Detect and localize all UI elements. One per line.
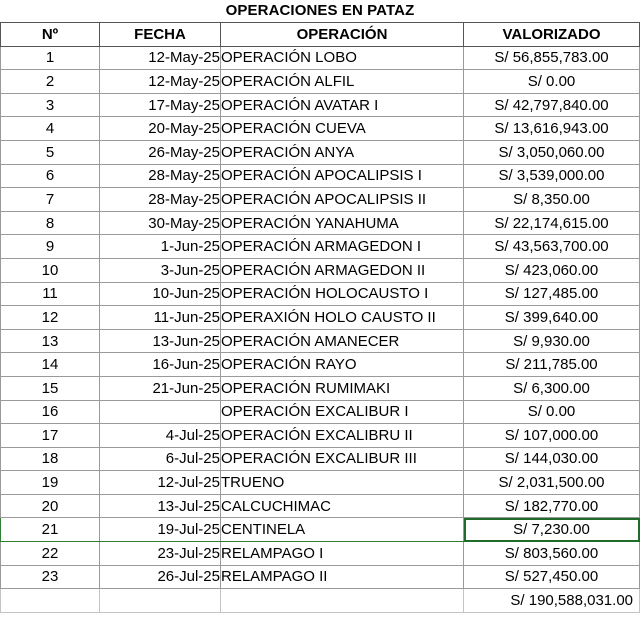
cell-number[interactable]: 23 xyxy=(1,565,100,589)
cell-date[interactable]: 19-Jul-25 xyxy=(100,518,221,542)
cell-operation[interactable]: OPERACIÓN LOBO xyxy=(221,46,464,70)
total-row xyxy=(1,589,640,613)
cell-operation[interactable]: RELAMPAGO II xyxy=(221,565,464,589)
cell-value[interactable]: S/ 56,855,783.00 xyxy=(464,46,640,70)
cell-date[interactable]: 28-May-25 xyxy=(100,164,221,188)
table-row xyxy=(1,282,640,306)
table-row xyxy=(1,542,640,566)
header-row xyxy=(1,23,640,47)
cell-operation[interactable]: OPERACIÓN RAYO xyxy=(221,353,464,377)
table-row xyxy=(1,376,640,400)
cell-date[interactable]: 21-Jun-25 xyxy=(100,376,221,400)
cell-operation[interactable]: OPERACIÓN ARMAGEDON II xyxy=(221,258,464,282)
cell-number[interactable]: 10 xyxy=(1,258,100,282)
cell-value[interactable]: S/ 107,000.00 xyxy=(464,424,640,448)
cell-number[interactable]: 19 xyxy=(1,471,100,495)
table-row xyxy=(1,565,640,589)
cell-number[interactable]: 4 xyxy=(1,117,100,141)
cell-date[interactable]: 28-May-25 xyxy=(100,188,221,212)
cell-number[interactable]: 11 xyxy=(1,282,100,306)
cell-operation[interactable]: OPERACIÓN APOCALIPSIS I xyxy=(221,164,464,188)
cell-operation[interactable]: OPERACIÓN CUEVA xyxy=(221,117,464,141)
cell-value[interactable]: S/ 182,770.00 xyxy=(464,494,640,518)
cell-number[interactable]: 7 xyxy=(1,188,100,212)
table-row xyxy=(1,93,640,117)
cell-date[interactable]: 3-Jun-25 xyxy=(100,258,221,282)
sheet-title[interactable]: OPERACIONES EN PATAZ xyxy=(225,2,415,19)
table-row xyxy=(1,140,640,164)
cell-number[interactable]: 6 xyxy=(1,164,100,188)
total-empty-cell[interactable] xyxy=(1,589,100,613)
cell-number[interactable]: 2 xyxy=(1,70,100,94)
table-row xyxy=(1,211,640,235)
cell-value[interactable]: S/ 399,640.00 xyxy=(464,306,640,330)
table-row xyxy=(1,117,640,141)
cell-number[interactable]: 1 xyxy=(1,46,100,70)
cell-operation[interactable]: OPERACIÓN EXCALIBUR III xyxy=(221,447,464,471)
cell-date[interactable]: 13-Jun-25 xyxy=(100,329,221,353)
cell-number[interactable]: 15 xyxy=(1,376,100,400)
table-row xyxy=(1,306,640,330)
operations-table xyxy=(0,22,640,613)
header-value[interactable]: VALORIZADO xyxy=(464,23,640,47)
table-row xyxy=(1,518,640,542)
cell-number[interactable]: 3 xyxy=(1,93,100,117)
cell-date[interactable]: 12-May-25 xyxy=(100,70,221,94)
cell-operation[interactable]: OPERACIÓN ANYA xyxy=(221,140,464,164)
cell-value[interactable]: S/ 2,031,500.00 xyxy=(464,471,640,495)
cell-value[interactable]: S/ 0.00 xyxy=(464,70,640,94)
cell-number[interactable]: 22 xyxy=(1,542,100,566)
cell-value[interactable]: S/ 7,230.00 xyxy=(464,518,640,542)
cell-operation[interactable]: OPERACIÓN APOCALIPSIS II xyxy=(221,188,464,212)
header-date[interactable]: FECHA xyxy=(100,23,221,47)
cell-value[interactable]: S/ 0.00 xyxy=(464,400,640,424)
cell-operation[interactable]: OPERACIÓN EXCALIBUR I xyxy=(221,400,464,424)
table-row xyxy=(1,494,640,518)
cell-date[interactable]: 12-May-25 xyxy=(100,46,221,70)
cell-operation[interactable]: OPERACIÓN YANAHUMA xyxy=(221,211,464,235)
cell-date[interactable]: 6-Jul-25 xyxy=(100,447,221,471)
cell-date[interactable]: 16-Jun-25 xyxy=(100,353,221,377)
table-body xyxy=(1,46,640,589)
cell-value[interactable]: S/ 42,797,840.00 xyxy=(464,93,640,117)
cell-number[interactable]: 16 xyxy=(1,400,100,424)
cell-operation[interactable]: RELAMPAGO I xyxy=(221,542,464,566)
cell-value[interactable]: S/ 22,174,615.00 xyxy=(464,211,640,235)
cell-date[interactable]: 30-May-25 xyxy=(100,211,221,235)
cell-number[interactable]: 18 xyxy=(1,447,100,471)
cell-value[interactable]: S/ 3,539,000.00 xyxy=(464,164,640,188)
cell-number[interactable]: 14 xyxy=(1,353,100,377)
cell-number[interactable]: 8 xyxy=(1,211,100,235)
cell-date[interactable]: 17-May-25 xyxy=(100,93,221,117)
table-row xyxy=(1,400,640,424)
cell-date[interactable]: 12-Jul-25 xyxy=(100,471,221,495)
table-row xyxy=(1,353,640,377)
cell-date[interactable]: 26-May-25 xyxy=(100,140,221,164)
cell-value[interactable]: S/ 13,616,943.00 xyxy=(464,117,640,141)
cell-value[interactable]: S/ 211,785.00 xyxy=(464,353,640,377)
cell-date[interactable] xyxy=(100,400,221,424)
header-number[interactable]: Nº xyxy=(1,23,100,47)
cell-number[interactable]: 13 xyxy=(1,329,100,353)
cell-value[interactable]: S/ 9,930.00 xyxy=(464,329,640,353)
cell-operation[interactable]: TRUENO xyxy=(221,471,464,495)
cell-operation[interactable]: OPERACIÓN AMANECER xyxy=(221,329,464,353)
cell-operation[interactable]: OPERACIÓN HOLOCAUSTO I xyxy=(221,282,464,306)
table-row xyxy=(1,46,640,70)
cell-date[interactable]: 20-May-25 xyxy=(100,117,221,141)
cell-date[interactable]: 10-Jun-25 xyxy=(100,282,221,306)
cell-value[interactable]: S/ 3,050,060.00 xyxy=(464,140,640,164)
table-row xyxy=(1,447,640,471)
cell-value[interactable]: S/ 803,560.00 xyxy=(464,542,640,566)
table-row xyxy=(1,258,640,282)
cell-number[interactable]: 20 xyxy=(1,494,100,518)
cell-value[interactable]: S/ 8,350.00 xyxy=(464,188,640,212)
table-row xyxy=(1,471,640,495)
cell-date[interactable]: 26-Jul-25 xyxy=(100,565,221,589)
table-row xyxy=(1,164,640,188)
total-value-cell[interactable]: S/ 190,588,031.00 xyxy=(464,589,640,613)
cell-value[interactable]: S/ 43,563,700.00 xyxy=(464,235,640,259)
cell-number[interactable]: 17 xyxy=(1,424,100,448)
table-row xyxy=(1,424,640,448)
total-empty-cell[interactable] xyxy=(221,589,464,613)
cell-number[interactable]: 21 xyxy=(1,518,100,542)
cell-value[interactable]: S/ 144,030.00 xyxy=(464,447,640,471)
cell-operation[interactable]: CENTINELA xyxy=(221,518,464,542)
table-row xyxy=(1,329,640,353)
table-row xyxy=(1,235,640,259)
cell-date[interactable]: 4-Jul-25 xyxy=(100,424,221,448)
cell-date[interactable]: 23-Jul-25 xyxy=(100,542,221,566)
table-row xyxy=(1,188,640,212)
cell-value[interactable]: S/ 423,060.00 xyxy=(464,258,640,282)
cell-operation[interactable]: OPERAXIÓN HOLO CAUSTO II xyxy=(221,306,464,330)
cell-date[interactable]: 1-Jun-25 xyxy=(100,235,221,259)
cell-operation[interactable]: OPERACIÓN ALFIL xyxy=(221,70,464,94)
cell-number[interactable]: 12 xyxy=(1,306,100,330)
cell-date[interactable]: 13-Jul-25 xyxy=(100,494,221,518)
cell-operation[interactable]: OPERACIÓN EXCALIBRU II xyxy=(221,424,464,448)
cell-operation[interactable]: OPERACIÓN AVATAR I xyxy=(221,93,464,117)
cell-value[interactable]: S/ 527,450.00 xyxy=(464,565,640,589)
cell-operation[interactable]: CALCUCHIMAC xyxy=(221,494,464,518)
total-empty-cell[interactable] xyxy=(100,589,221,613)
table-row xyxy=(1,70,640,94)
header-operation[interactable]: OPERACIÓN xyxy=(221,23,464,47)
cell-value[interactable]: S/ 127,485.00 xyxy=(464,282,640,306)
cell-value[interactable]: S/ 6,300.00 xyxy=(464,376,640,400)
cell-operation[interactable]: OPERACIÓN ARMAGEDON I xyxy=(221,235,464,259)
cell-date[interactable]: 11-Jun-25 xyxy=(100,306,221,330)
cell-number[interactable]: 5 xyxy=(1,140,100,164)
cell-number[interactable]: 9 xyxy=(1,235,100,259)
cell-operation[interactable]: OPERACIÓN RUMIMAKI xyxy=(221,376,464,400)
